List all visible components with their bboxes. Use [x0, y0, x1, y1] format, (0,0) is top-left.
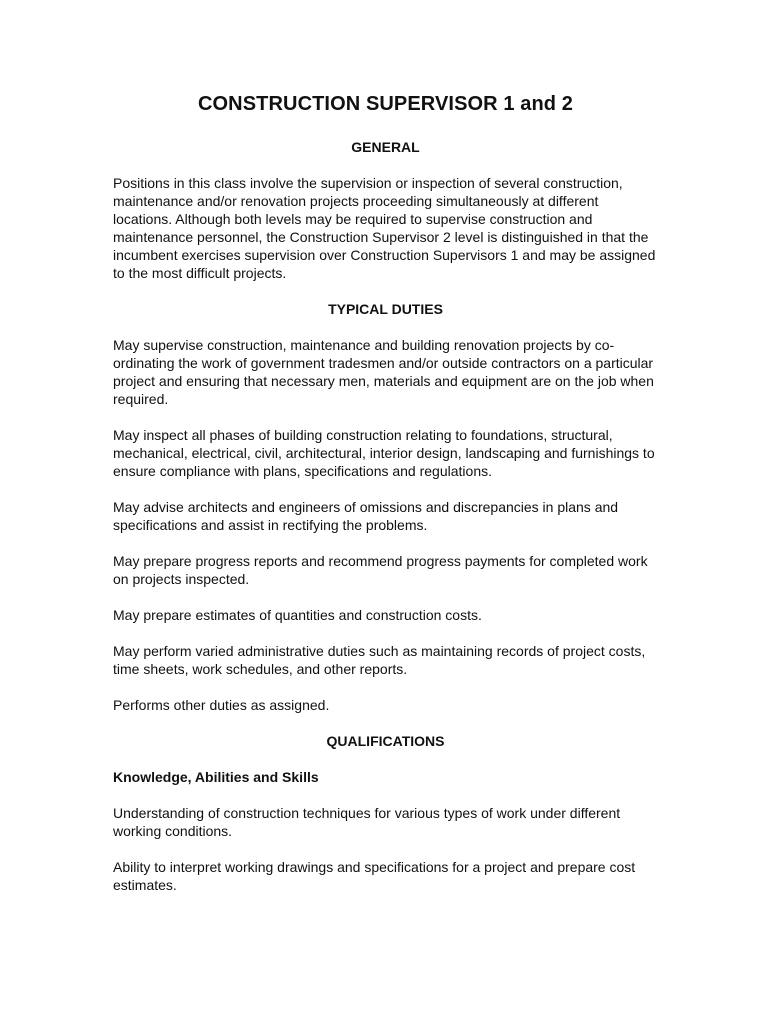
qualifications-heading: QUALIFICATIONS	[326, 733, 445, 749]
document-title: CONSTRUCTION SUPERVISOR 1 and 2	[197, 93, 573, 115]
duty-paragraph: May perform varied administrative duties such as maintaining records of project costs, time sheets, work schedules, and other reports.	[113, 643, 646, 677]
duty-paragraph: May inspect all phases of building construction relating to foundations, structural, mechanical, electrical, civil, architectural, interior design, landscaping and furnishings to ensure compliance with plans, specifications and regulations.	[113, 427, 655, 479]
duty-paragraph: May prepare estimates of quantities and construction costs.	[113, 607, 482, 623]
duty-paragraph: May prepare progress reports and recommend progress payments for completed work on projects inspected.	[113, 553, 648, 587]
qualification-paragraph: Understanding of construction techniques for various types of work under different working conditions.	[113, 805, 621, 839]
duty-paragraph: May supervise construction, maintenance and building renovation projects by co-ordinating the work of government tradesmen and/or outside contractors on a particular project and ensuring that necessary men, materials and equipment are on the job when required.	[113, 337, 654, 407]
duty-paragraph: Performs other duties as assigned.	[113, 697, 330, 713]
general-paragraph: Positions in this class involve the supervision or inspection of several construction, maintenance and/or renovation projects proceeding simultaneously at different locations. Although both levels may be required to supervise construction and maintenance personnel, the Construction Supervisor 2 level is distinguished in that the incumbent exercises supervision over Construction Supervisors 1 and may be assigned to the most difficult projects.	[113, 175, 656, 281]
knowledge-abilities-skills-subheading: Knowledge, Abilities and Skills	[113, 769, 319, 785]
qualification-paragraph: Ability to interpret working drawings and specifications for a project and prepare cost estimates.	[113, 859, 636, 893]
typical-duties-heading: TYPICAL DUTIES	[328, 301, 443, 317]
duty-paragraph: May advise architects and engineers of omissions and discrepancies in plans and specifications and assist in rectifying the problems.	[113, 499, 619, 533]
document-body	[113, 92, 658, 912]
general-heading: GENERAL	[351, 139, 420, 155]
